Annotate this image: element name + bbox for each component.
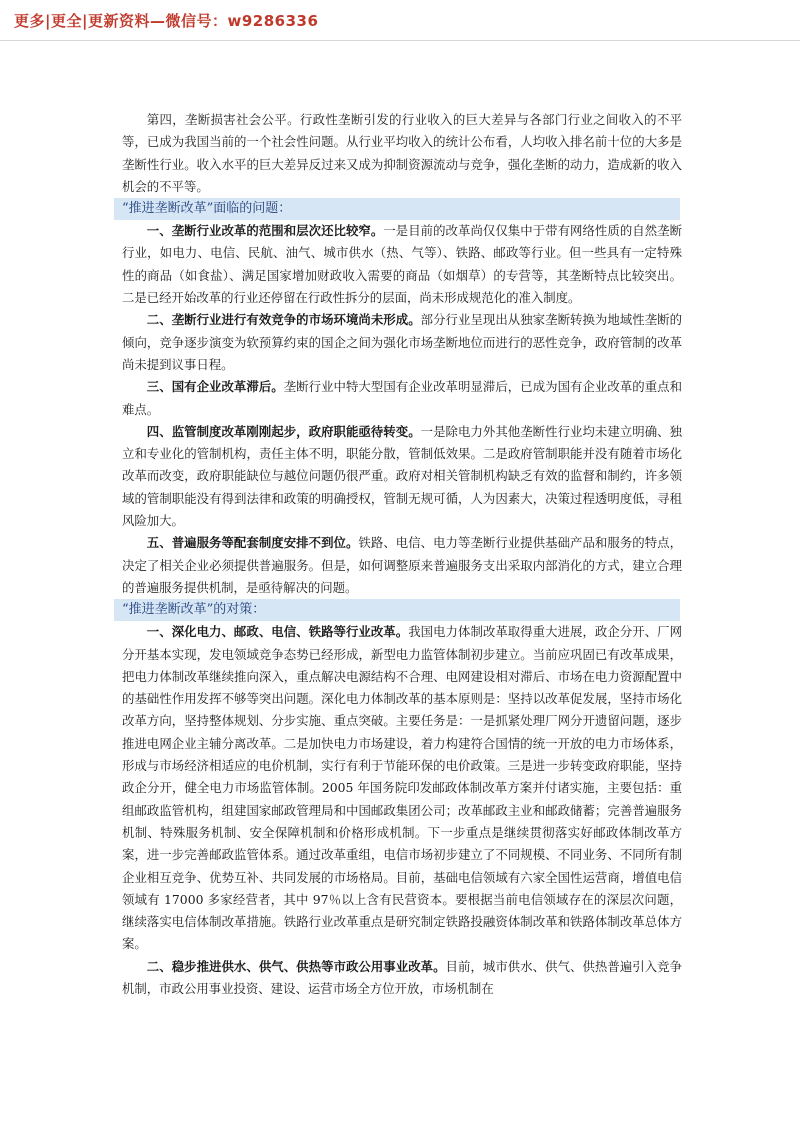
problem-paragraph-2 xyxy=(122,309,682,376)
problem-text: 铁路、电信、电力等垄断行业提供基础产品和服务的特点，决定了相关企业必须提供普遍服务。但是，如何调整原来普遍服务支出采取内部消化的方式，建立合理的普遍服务提供机制，是亟待解决的问题。 xyxy=(122,535,683,595)
measures-section-heading: “推进垄断改革”的对策： xyxy=(114,599,680,621)
problems-section-heading: “推进垄断改革”面临的问题： xyxy=(114,198,680,220)
problem-paragraph-1 xyxy=(122,220,682,309)
measure-text: 我国电力体制改革取得重大进展，政企分开、厂网分开基本实现，发电领域竞争态势已经形成，新型电力监管体制初步建立。当前应巩固已有改革成果，把电力体制改革继续推向深入，重点解决电源结构不合理、电网建设相对滞后、市场在电力资源配置中的基础性作用发挥不够等突出问题。深化电力体制改革的基本原则是：坚持以改革促发展，坚持市场化改革方向，坚持整体规划、分步实施、重点突破。主要任务是：一是抓紧处理厂网分开遗留问题，逐步推进电网企业主辅分离改革。二是加快电力市场建设，着力构建符合国情的统一开放的电力市场体系，形成与市场经济相适应的电价机制，实行有利于节能环保的电价政策。三是进一步转变政府职能，坚持政企分开，健全电力市场监管体制。2005 年国务院印发邮政体制改革方案并付诸实施，主要包括：重组邮政监管机构，组建国家邮政管理局和中国邮政集团公司；改革邮政主业和邮政储蓄；完善普遍服务机制、特殊服务机制、安全保障机制和价格形成机制。下一步重点是继续贯彻落实好邮政体制改革方案，进一步完善邮政监管体系。通过改革重组，电信市场初步建立了不同规模、不同业务、不同所有制企业相互竞争、优势互补、共同发展的市场格局。目前，基础电信领域有六家全国性运营商，增值电信领域有 17000 多家经营者，其中 97％以上含有民营资本。要根据当前电信领域存在的深层次问题，继续落实电信体制改革措施。铁路行业改革重点是研究制定铁路投融资体制改革和铁路体制改革总体方案。 xyxy=(122,624,682,952)
problem-text: 一是除电力外其他垄断性行业均未建立明确、独立和专业化的管制机构，责任主体不明，职能分散，管制低效果。二是政府管制职能并没有随着市场化改革而改变，政府职能缺位与越位问题仍很严重。政府对相关管制机构缺乏有效的监督和制约，许多领域的管制职能没有得到法律和政策的明确授权，管制无规可循，人为因素大，决策过程透明度低，寻租风险加大。 xyxy=(122,423,683,529)
problem-title: 二、垄断行业进行有效竞争的市场环境尚未形成。 xyxy=(146,312,421,328)
measure-title: 一、深化电力、邮政、电信、铁路等行业改革。 xyxy=(146,624,409,640)
page-header xyxy=(0,0,800,44)
problem-title: 一、垄断行业改革的范围和层次还比较窄。 xyxy=(146,223,384,239)
measure-title: 二、稳步推进供水、供气、供热等市政公用事业改革。 xyxy=(146,958,446,974)
problem-title: 五、普遍服务等配套制度安排不到位。 xyxy=(146,535,359,551)
measure-text: 目前，城市供水、供气、供热普遍引入竞争机制，市政公用事业投资、建设、运营市场全方位开放，市场机制在 xyxy=(122,958,682,996)
measure-paragraph-1 xyxy=(122,621,682,955)
measure-paragraph-2 xyxy=(122,956,682,1001)
problem-paragraph-4 xyxy=(122,421,682,532)
problem-text: 一是目前的改革尚仅仅集中于带有网络性质的自然垄断行业，如电力、电信、民航、油气、城市供水（热、气等）、铁路、邮政等行业。但一些具有一定特殊性的商品（如食盐）、满足国家增加财政收入需要的商品（如烟草）的专营等，其垄断特点比较突出。二是已经开始改革的行业还停留在行政性拆分的层面，尚未形成规范化的准入制度。 xyxy=(122,223,683,306)
problem-title: 三、国有企业改革滞后。 xyxy=(146,379,284,395)
document-body xyxy=(122,109,682,1000)
problem-text: 垄断行业中特大型国有企业改革明显滞后，已成为国有企业改革的重点和难点。 xyxy=(122,379,683,417)
problem-paragraph-3 xyxy=(122,376,682,421)
problem-title: 四、监管制度改革刚刚起步，政府职能亟待转变。 xyxy=(146,423,421,439)
header-divider xyxy=(0,40,800,41)
problem-text: 部分行业呈现出从独家垄断转换为地域性垄断的倾向，竞争逐步演变为软预算约束的国企之间为强化市场垄断地位而进行的恶性竞争，政府管制的改革尚未提到议事日程。 xyxy=(122,312,683,372)
problem-paragraph-5 xyxy=(122,532,682,599)
header-banner-text: 更多|更全|更新资料—微信号：w9286336 xyxy=(14,12,319,30)
intro-paragraph: 第四，垄断损害社会公平。行政性垄断引发的行业收入的巨大差异与各部门行业之间收入的不平等，已成为我国当前的一个社会性问题。从行业平均收入的统计公布看，人均收入排名前十位的大多是垄断性行业。收入水平的巨大差异反过来又成为抑制资源流动与竞争，强化垄断的动力，造成新的收入机会的不平等。 xyxy=(122,112,682,194)
